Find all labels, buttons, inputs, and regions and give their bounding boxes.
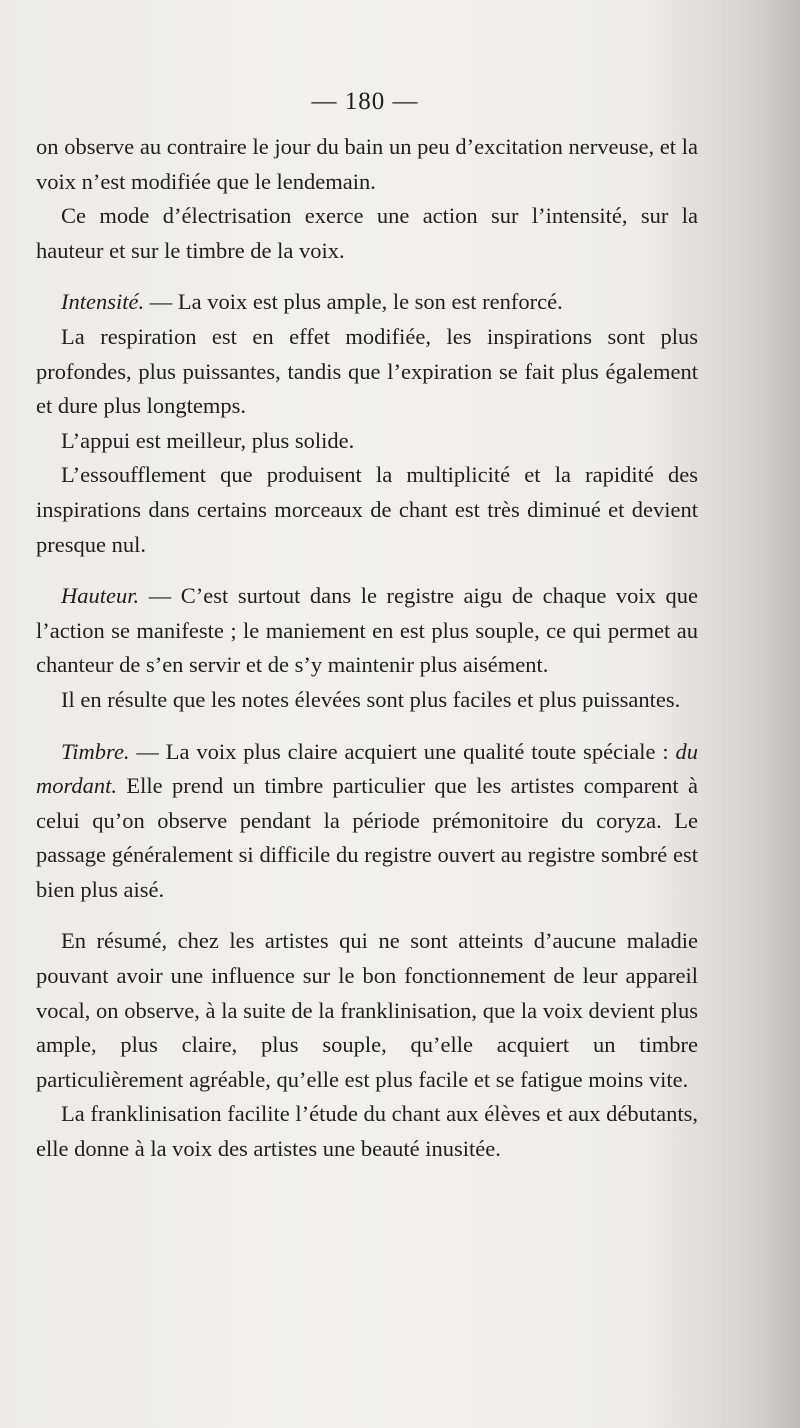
paragraph-timbre [36,735,698,908]
paragraph-respiration: La respiration est en effet modifiée, les inspirations sont plus profondes, plus puissantes, tandis que l’expiration se fait plus également et dure plus longtemps. [36,323,698,419]
paragraph-notes: Il en résulte que les notes élevées sont plus faciles et plus puissantes. [61,686,681,712]
paragraph-hauteur-text: — C’est surtout dans le registre aigu de chaque voix que l’action se manifeste ; le maniement en est plus souple, ce qui permet au chanteur de s’en servir et de s’y maintenir plus aisément. [36,583,698,678]
page-number: — 180 — [311,88,419,115]
section-heading-timbre: Timbre. [61,738,130,764]
section-heading-hauteur: Hauteur. [61,583,140,609]
paragraph-essoufflement: L’essoufflement que produisent la multiplicité et la rapidité des inspirations dans certains morceaux de chant est très diminué et devient presque nul. [36,462,698,557]
section-heading-intensite: Intensité. [61,289,145,315]
paragraph-intensite [36,285,698,320]
paragraph-resume: En résumé, chez les artistes qui ne sont atteints d’aucune maladie pouvant avoir une influence sur le bon fonctionnement de leur appareil vocal, on observe, à la suite de la franklinisation, que la voix devient plus ample, plus claire, plus souple, qu’elle acquiert un timbre particulièrement agréable, qu’elle est plus facile et se fatigue moins vite. [36,928,698,1092]
paragraph-appui: L’appui est meilleur, plus solide. [61,427,355,453]
paragraph-intensite-text: — La voix est plus ample, le son est renforcé. [144,289,563,315]
paragraph-timbre-text-a: — La voix plus claire acquiert une qualité toute spéciale : [129,738,676,764]
paragraph-timbre-text-b: Elle prend un timbre particulier que les artistes comparent à celui qu’on observe pendant la période prémonitoire du coryza. Le passage généralement si difficile du registre ouvert au registre sombré est bien plus aisé. [36,773,698,902]
body-text [36,130,698,1167]
paragraph-continuation: on observe au contraire le jour du bain un peu d’excitation nerveuse, et la voix n’est modifiée que le lendemain. [36,134,698,194]
paragraph-franklinisation: La franklinisation facilite l’étude du chant aux élèves et aux débutants, elle donne à la voix des artistes une beauté inusitée. [36,1101,698,1162]
paragraph-hauteur [36,579,698,683]
paragraph-electrisation: Ce mode d’électrisation exerce une action sur l’intensité, sur la hauteur et sur le timbre de la voix. [36,203,698,263]
emphasis-mordant: du mordant. [36,738,698,799]
